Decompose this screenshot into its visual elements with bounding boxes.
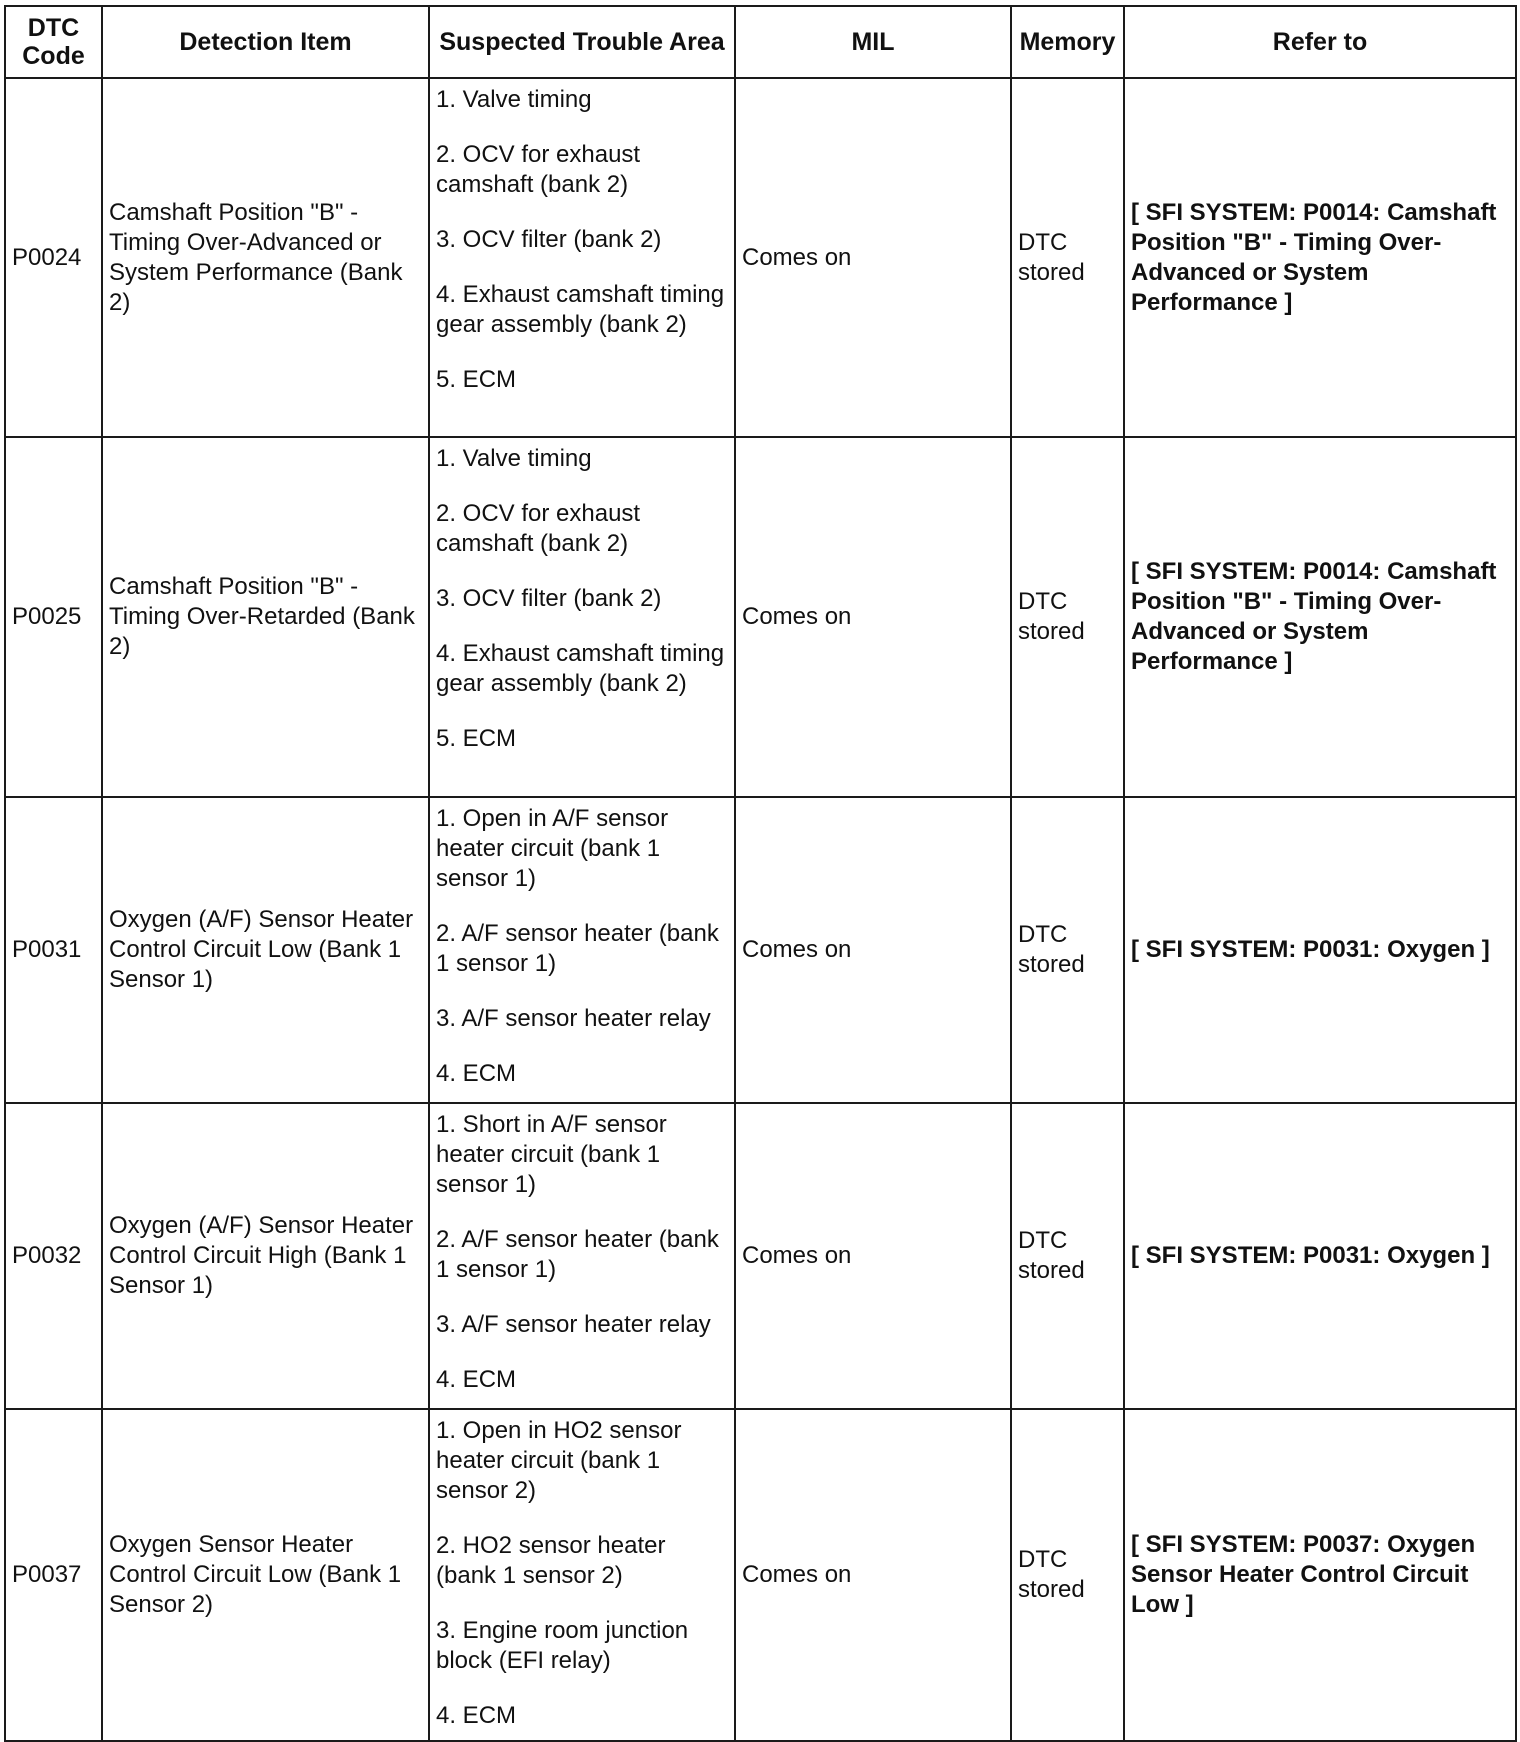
memory-cell: DTC stored [1011, 797, 1124, 1103]
trouble-area-item: 5. ECM [436, 366, 517, 393]
table-body [5, 78, 1516, 1741]
detection-item-cell: Camshaft Position "B" - Timing Over-Advanced or System Performance (Bank 2) [102, 78, 429, 437]
trouble-area-cell [429, 1409, 735, 1741]
memory-cell: DTC stored [1011, 1103, 1124, 1409]
trouble-area-item: 4. ECM [436, 1702, 517, 1729]
dtc-code-cell: P0025 [5, 437, 102, 797]
header-memory: Memory [1011, 6, 1124, 78]
table-row [5, 1103, 1516, 1409]
dtc-table [4, 5, 1517, 1742]
trouble-area-item: 4. ECM [436, 1060, 517, 1087]
header-mil: MIL [735, 6, 1011, 78]
trouble-area-item: 3. A/F sensor heater relay [436, 1311, 711, 1338]
table-row [5, 1409, 1516, 1741]
trouble-area-item: 1. Short in A/F sensor heater circuit (bank 1 sensor 1) [436, 1111, 667, 1198]
trouble-area-cell [429, 78, 735, 437]
mil-cell: Comes on [735, 437, 1011, 797]
dtc-code-cell: P0032 [5, 1103, 102, 1409]
trouble-area-item: 3. Engine room junction block (EFI relay) [436, 1617, 689, 1674]
detection-item-cell: Oxygen Sensor Heater Control Circuit Low (Bank 1 Sensor 2) [102, 1409, 429, 1741]
detection-item-cell: Oxygen (A/F) Sensor Heater Control Circuit High (Bank 1 Sensor 1) [102, 1103, 429, 1409]
table-row [5, 78, 1516, 437]
refer-to-cell: [ SFI SYSTEM: P0037: Oxygen Sensor Heater Control Circuit Low ] [1124, 1409, 1516, 1741]
trouble-area-item: 3. OCV filter (bank 2) [436, 585, 662, 612]
trouble-area-item: 4. Exhaust camshaft timing gear assembly (bank 2) [436, 281, 725, 338]
trouble-area-item: 5. ECM [436, 725, 517, 752]
trouble-area-item: 2. OCV for exhaust camshaft (bank 2) [436, 141, 641, 198]
mil-cell: Comes on [735, 1409, 1011, 1741]
trouble-area-cell [429, 1103, 735, 1409]
dtc-code-cell: P0024 [5, 78, 102, 437]
trouble-area-item: 3. A/F sensor heater relay [436, 1005, 711, 1032]
mil-cell: Comes on [735, 78, 1011, 437]
header-row [5, 6, 1516, 78]
header-suspected-trouble-area: Suspected Trouble Area [429, 6, 735, 78]
refer-to-cell: [ SFI SYSTEM: P0031: Oxygen ] [1124, 797, 1516, 1103]
header-detection-item: Detection Item [102, 6, 429, 78]
trouble-area-item: 2. A/F sensor heater (bank 1 sensor 1) [436, 920, 719, 977]
trouble-area-item: 1. Valve timing [436, 86, 592, 113]
trouble-area-item: 1. Open in A/F sensor heater circuit (bank 1 sensor 1) [436, 805, 669, 892]
refer-to-cell: [ SFI SYSTEM: P0031: Oxygen ] [1124, 1103, 1516, 1409]
table-row [5, 797, 1516, 1103]
table-header [5, 6, 1516, 78]
mil-cell: Comes on [735, 797, 1011, 1103]
detection-item-cell: Camshaft Position "B" - Timing Over-Retarded (Bank 2) [102, 437, 429, 797]
dtc-code-cell: P0037 [5, 1409, 102, 1741]
trouble-area-item: 1. Open in HO2 sensor heater circuit (bank 1 sensor 2) [436, 1417, 682, 1504]
trouble-area-item: 2. A/F sensor heater (bank 1 sensor 1) [436, 1226, 719, 1283]
table-row [5, 437, 1516, 797]
trouble-area-item: 4. Exhaust camshaft timing gear assembly (bank 2) [436, 640, 725, 697]
trouble-area-item: 4. ECM [436, 1366, 517, 1393]
trouble-area-cell [429, 797, 735, 1103]
trouble-area-cell [429, 437, 735, 797]
refer-to-cell: [ SFI SYSTEM: P0014: Camshaft Position "B" - Timing Over-Advanced or System Performance ] [1124, 78, 1516, 437]
memory-cell: DTC stored [1011, 1409, 1124, 1741]
trouble-area-item: 1. Valve timing [436, 445, 592, 472]
trouble-area-item: 2. HO2 sensor heater (bank 1 sensor 2) [436, 1532, 666, 1589]
trouble-area-item: 3. OCV filter (bank 2) [436, 226, 662, 253]
header-refer-to: Refer to [1124, 6, 1516, 78]
mil-cell: Comes on [735, 1103, 1011, 1409]
dtc-code-cell: P0031 [5, 797, 102, 1103]
detection-item-cell: Oxygen (A/F) Sensor Heater Control Circuit Low (Bank 1 Sensor 1) [102, 797, 429, 1103]
trouble-area-item: 2. OCV for exhaust camshaft (bank 2) [436, 500, 641, 557]
refer-to-cell: [ SFI SYSTEM: P0014: Camshaft Position "B" - Timing Over-Advanced or System Performance ] [1124, 437, 1516, 797]
header-dtc-code: DTC Code [5, 6, 102, 78]
memory-cell: DTC stored [1011, 78, 1124, 437]
memory-cell: DTC stored [1011, 437, 1124, 797]
